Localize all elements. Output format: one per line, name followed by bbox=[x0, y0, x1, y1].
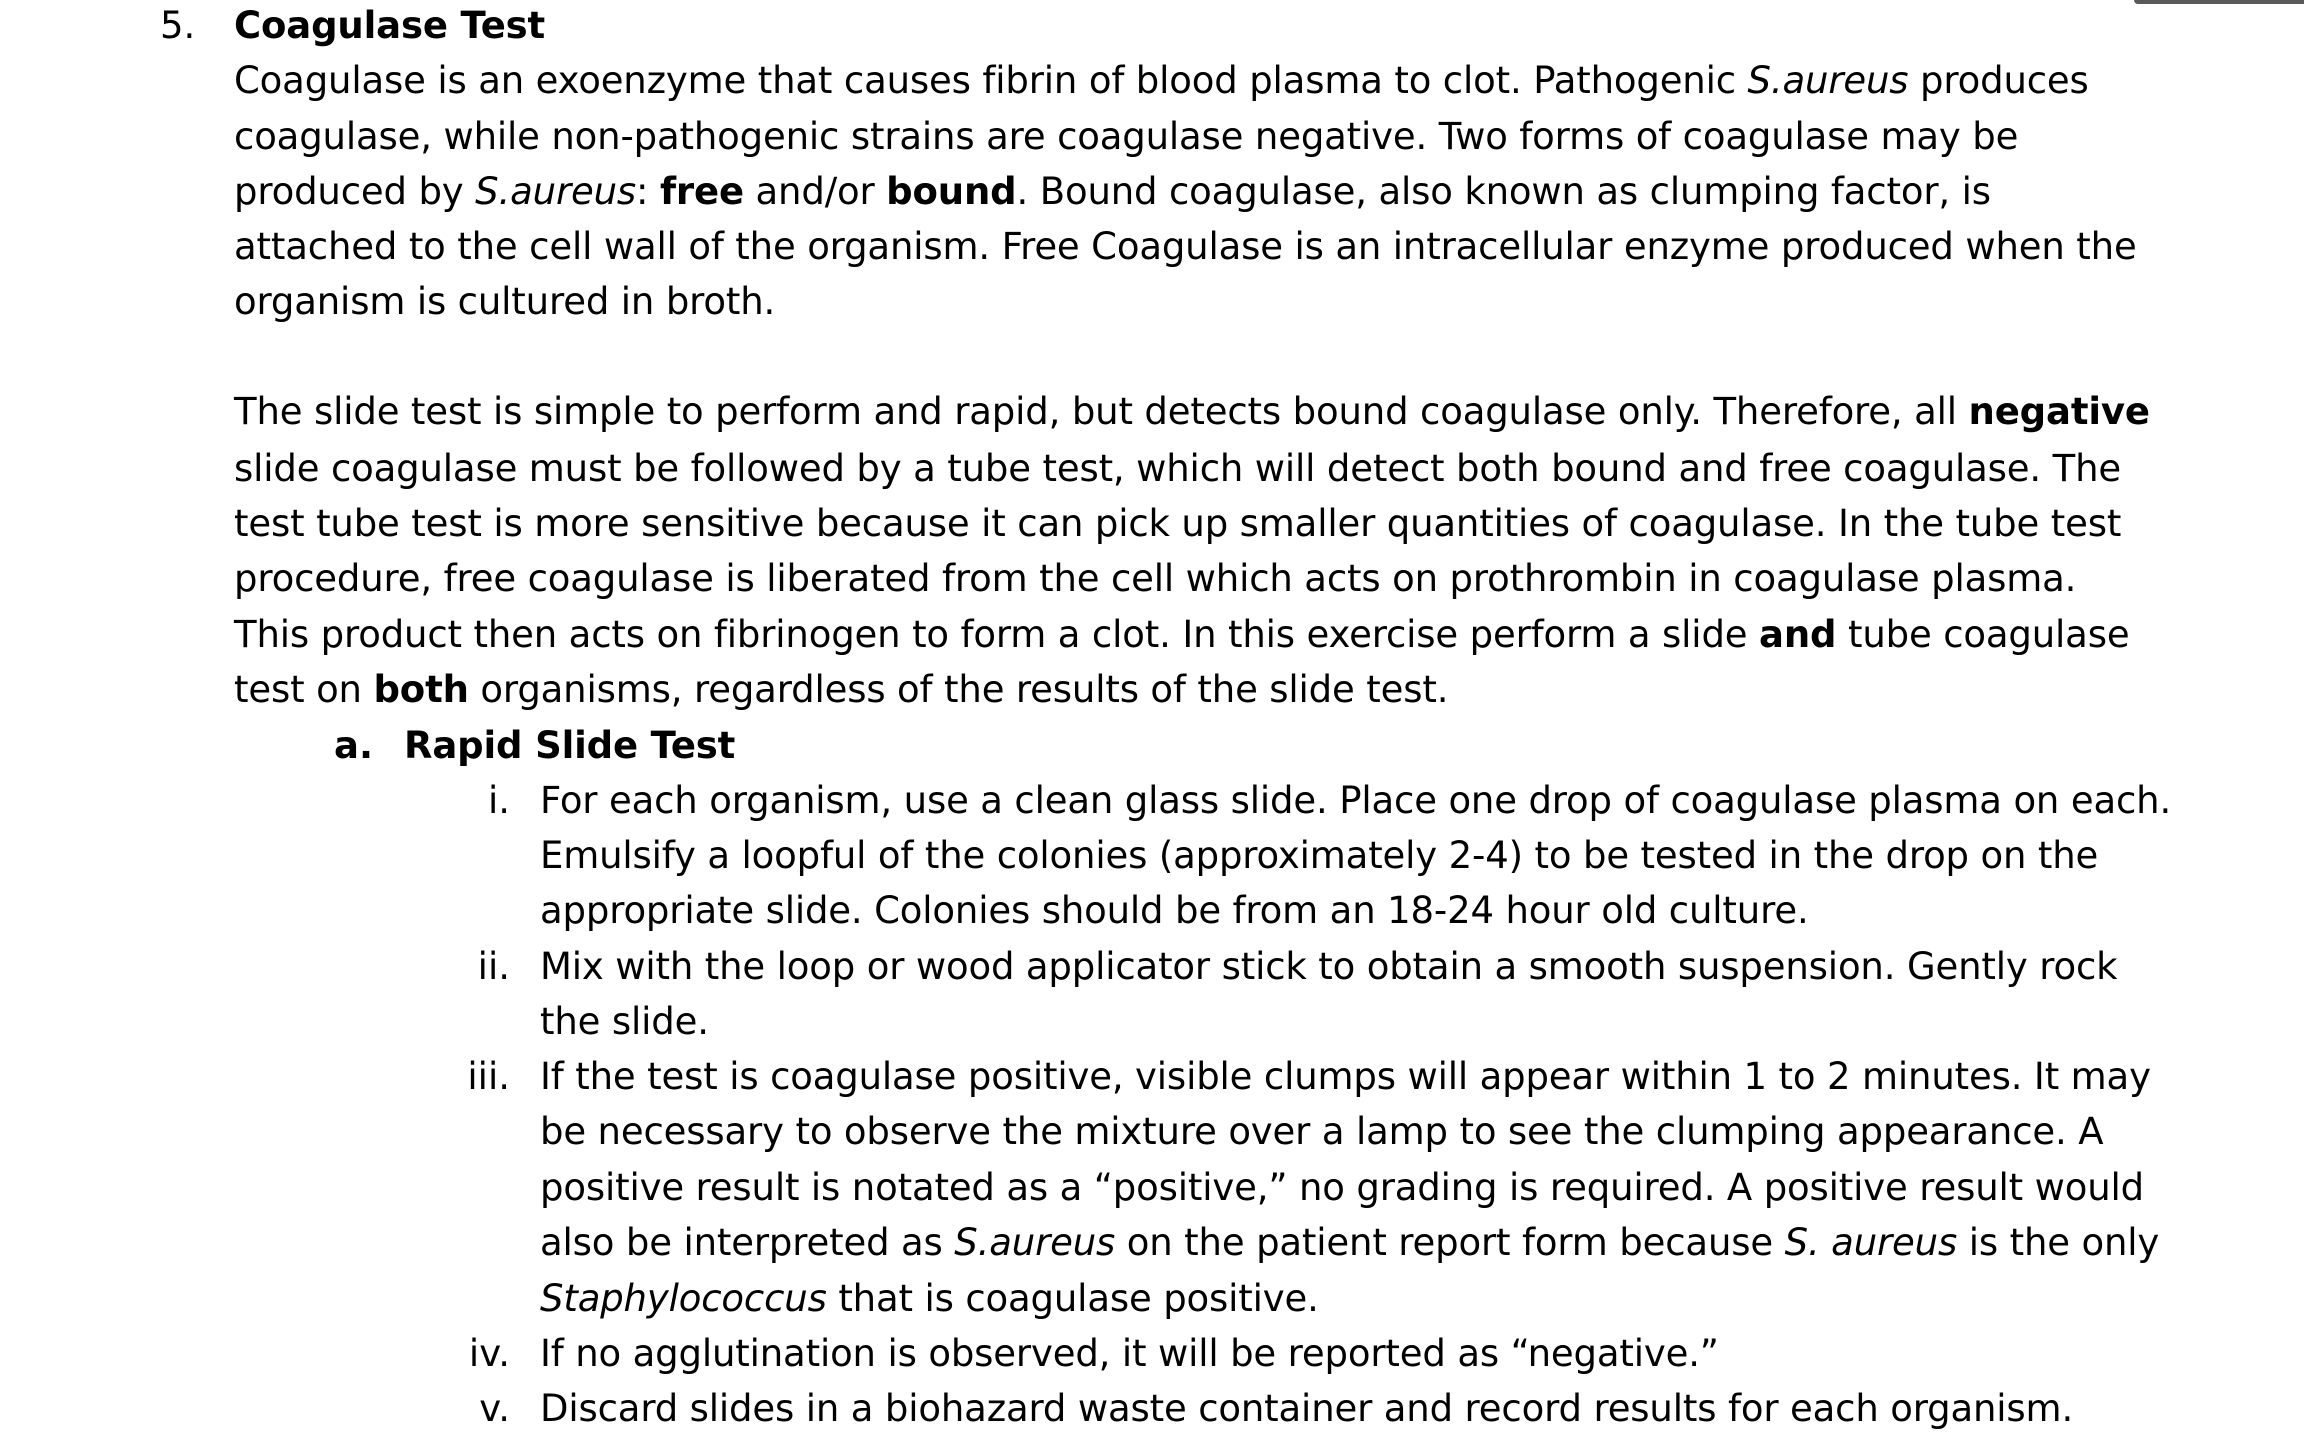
step-i-line-3: appropriate slide. Colonies should be from an 18-24 hour old culture. bbox=[540, 889, 1809, 932]
text-run: produces bbox=[1908, 59, 2089, 102]
text-run: : bbox=[636, 170, 660, 213]
intro-line-3 bbox=[234, 168, 1991, 216]
organism-name: S.aureus bbox=[954, 1221, 1116, 1264]
text-run: tube coagulase bbox=[1836, 613, 2130, 656]
step-iii-line-2: be necessary to observe the mixture over a lamp to see the clumping appearance. A bbox=[540, 1110, 2104, 1153]
step-iii-line-4 bbox=[540, 1219, 2159, 1267]
subsection-marker: a. bbox=[334, 724, 374, 767]
step-iv-line-1: If no agglutination is observed, it will be reported as “negative.” bbox=[540, 1332, 1719, 1375]
para2-line-1 bbox=[234, 388, 2150, 436]
intro-line-4: attached to the cell wall of the organism. Free Coagulase is an intracellular enzyme produced when the bbox=[234, 225, 2137, 268]
text-run: organisms, regardless of the results of the slide test. bbox=[468, 668, 1449, 711]
text-run: . Bound coagulase, also known as clumping factor, is bbox=[1016, 170, 1991, 213]
text-run: This product then acts on fibrinogen to form a clot. In this exercise perform a slide bbox=[234, 613, 1760, 656]
step-marker-iv: iv. bbox=[468, 1332, 510, 1375]
step-marker-ii: ii. bbox=[477, 945, 510, 988]
bold-term: both bbox=[373, 668, 469, 711]
para2-line-5 bbox=[234, 611, 2129, 659]
para2-line-2: slide coagulase must be followed by a tube test, which will detect both bound and free coagulase. The bbox=[234, 447, 2122, 490]
step-marker-i: i. bbox=[487, 779, 510, 822]
organism-name: S.aureus bbox=[1747, 59, 1909, 102]
step-iii-line-5 bbox=[540, 1275, 1319, 1323]
text-run: The slide test is simple to perform and rapid, but detects bound coagulase only. Therefore, all bbox=[234, 390, 1969, 433]
step-ii-line-2: the slide. bbox=[540, 1000, 709, 1043]
bold-term: free bbox=[659, 170, 744, 213]
intro-line-2: coagulase, while non-pathogenic strains are coagulase negative. Two forms of coagulase may be bbox=[234, 115, 2019, 158]
step-ii-line-1: Mix with the loop or wood applicator stick to obtain a smooth suspension. Gently rock bbox=[540, 945, 2118, 988]
step-iii-line-1: If the test is coagulase positive, visible clumps will appear within 1 to 2 minutes. It may bbox=[540, 1055, 2151, 1098]
bold-term: and bbox=[1759, 613, 1837, 656]
text-run: test on bbox=[234, 668, 374, 711]
text-run: produced by bbox=[234, 170, 476, 213]
step-marker-iii: iii. bbox=[467, 1055, 510, 1098]
step-i-line-1: For each organism, use a clean glass slide. Place one drop of coagulase plasma on each. bbox=[540, 779, 2172, 822]
para2-line-3: test tube test is more sensitive because it can pick up smaller quantities of coagulase. In the tube test bbox=[234, 502, 2122, 545]
para2-line-6 bbox=[234, 666, 1448, 714]
step-v-line-1: Discard slides in a biohazard waste container and record results for each organism. bbox=[540, 1387, 2074, 1430]
text-run: on the patient report form because bbox=[1115, 1221, 1785, 1264]
bold-term: negative bbox=[1968, 390, 2150, 433]
text-run: Coagulase is an exoenzyme that causes fibrin of blood plasma to clot. Pathogenic bbox=[234, 59, 1748, 102]
intro-line-1 bbox=[234, 57, 2089, 105]
text-run: is the only bbox=[1957, 1221, 2160, 1264]
text-run: and/or bbox=[743, 170, 887, 213]
organism-name: S. aureus bbox=[1784, 1221, 1958, 1264]
text-run: that is coagulase positive. bbox=[826, 1277, 1319, 1320]
subsection-title: Rapid Slide Test bbox=[404, 724, 736, 767]
text-run: also be interpreted as bbox=[540, 1221, 955, 1264]
section-number: 5. bbox=[160, 4, 196, 47]
intro-line-5: organism is cultured in broth. bbox=[234, 280, 776, 323]
step-i-line-2: Emulsify a loopful of the colonies (approximately 2-4) to be tested in the drop on the bbox=[540, 834, 2099, 877]
bold-term: bound bbox=[886, 170, 1017, 213]
para2-line-4: procedure, free coagulase is liberated from the cell which acts on prothrombin in coagulase plasma. bbox=[234, 557, 2077, 600]
organism-name: Staphylococcus bbox=[540, 1277, 827, 1320]
organism-name: S.aureus bbox=[475, 170, 637, 213]
step-marker-v: v. bbox=[479, 1387, 510, 1430]
section-title: Coagulase Test bbox=[234, 4, 546, 47]
step-iii-line-3: positive result is notated as a “positive,” no grading is required. A positive result would bbox=[540, 1166, 2144, 1209]
